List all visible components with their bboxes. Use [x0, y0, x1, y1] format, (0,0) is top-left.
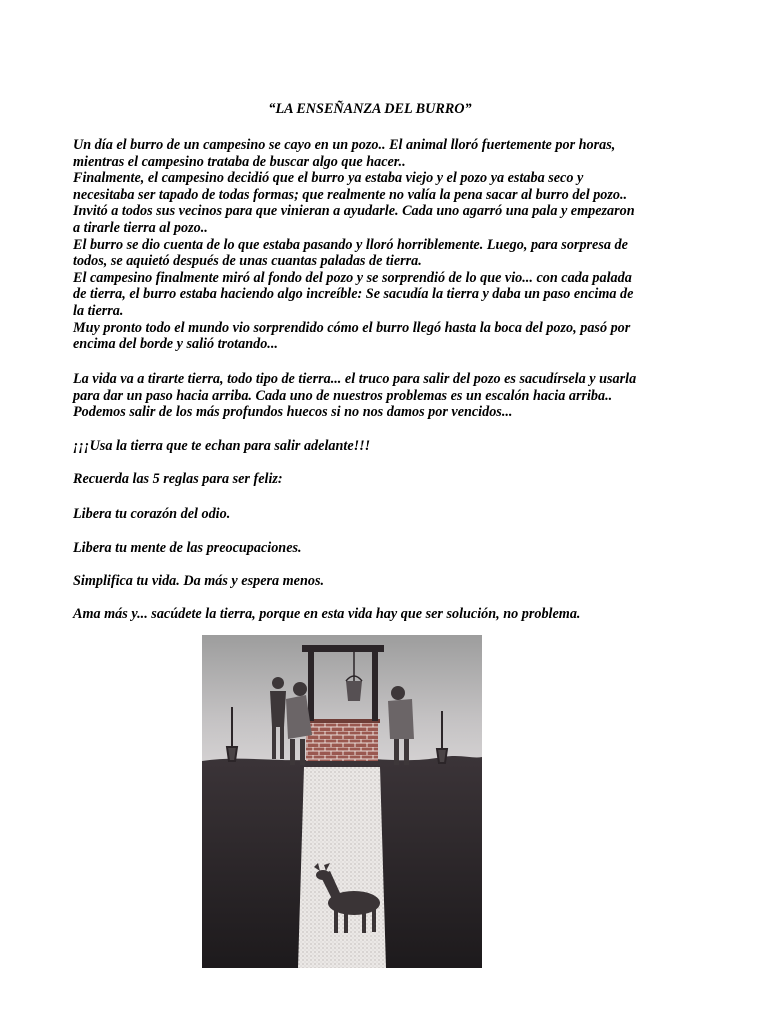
rule-item	[73, 506, 693, 523]
rule-text: Libera tu corazón del odio.	[73, 506, 231, 522]
story-line: Un día el burro de un campesino se cayo en un pozo.. El animal lloró fuertemente por horas,	[73, 137, 616, 153]
story-line: Finalmente, el campesino decidió que el burro ya estaba viejo y el pozo ya estaba seco y	[73, 170, 584, 187]
story-paragraph	[73, 137, 693, 353]
lesson-paragraph	[73, 371, 693, 421]
well-donkey-illustration	[202, 635, 482, 968]
document-title: “LA ENSEÑANZA DEL BURRO”	[268, 101, 472, 117]
lesson-line: La vida va a tirarte tierra, todo tipo de tierra... el truco para salir del pozo es sacudírsela y usarla	[73, 371, 637, 387]
story-line: la tierra.	[73, 302, 124, 319]
rule-text: Libera tu mente de las preocupaciones.	[73, 540, 302, 556]
exclamation-text: ¡¡¡Usa la tierra que te echan para salir adelante!!!	[73, 438, 371, 454]
rule-item	[73, 606, 693, 623]
rules-intro-text: Recuerda las 5 reglas para ser feliz:	[73, 471, 283, 487]
story-line: Invitó a todos sus vecinos para que vinieran a ayudarle. Cada uno agarró una pala y empezaron	[73, 203, 635, 220]
story-line: a tirarle tierra al pozo..	[73, 219, 208, 236]
rule-item	[73, 573, 693, 590]
lesson-line: para dar un paso hacia arriba. Cada uno de nuestros problemas es un escalón hacia arriba..	[73, 387, 613, 404]
story-line: de tierra, el burro estaba haciendo algo increíble: Se sacudía la tierra y daba un paso encima de	[73, 286, 634, 303]
rule-text: Ama más y... sacúdete la tierra, porque en esta vida hay que ser solución, no problema.	[73, 606, 581, 622]
story-line: El campesino finalmente miró al fondo del pozo y se sorprendió de lo que vio... con cada palada	[73, 269, 632, 286]
story-line: El burro se dio cuenta de lo que estaba pasando y lloró horriblemente. Luego, para sorpresa de	[73, 236, 628, 253]
lesson-line: Podemos salir de los más profundos huecos si no nos damos por vencidos...	[73, 404, 513, 421]
rules-intro	[73, 471, 693, 488]
story-line: necesitaba ser tapado de todas formas; que realmente no valía la pena sacar al burro del pozo..	[73, 186, 628, 203]
story-line: encima del borde y salió trotando...	[73, 336, 278, 353]
rule-text: Simplifica tu vida. Da más y espera menos.	[73, 573, 325, 589]
exclamation-line	[73, 438, 693, 455]
story-line: Muy pronto todo el mundo vio sorprendido cómo el burro llegó hasta la boca del pozo, pasó por	[73, 319, 631, 336]
story-line: todos, se aquietó después de unas cuantas paladas de tierra.	[73, 253, 422, 270]
rule-item	[73, 540, 693, 557]
story-line: mientras el campesino trataba de buscar algo que hacer..	[73, 153, 406, 170]
